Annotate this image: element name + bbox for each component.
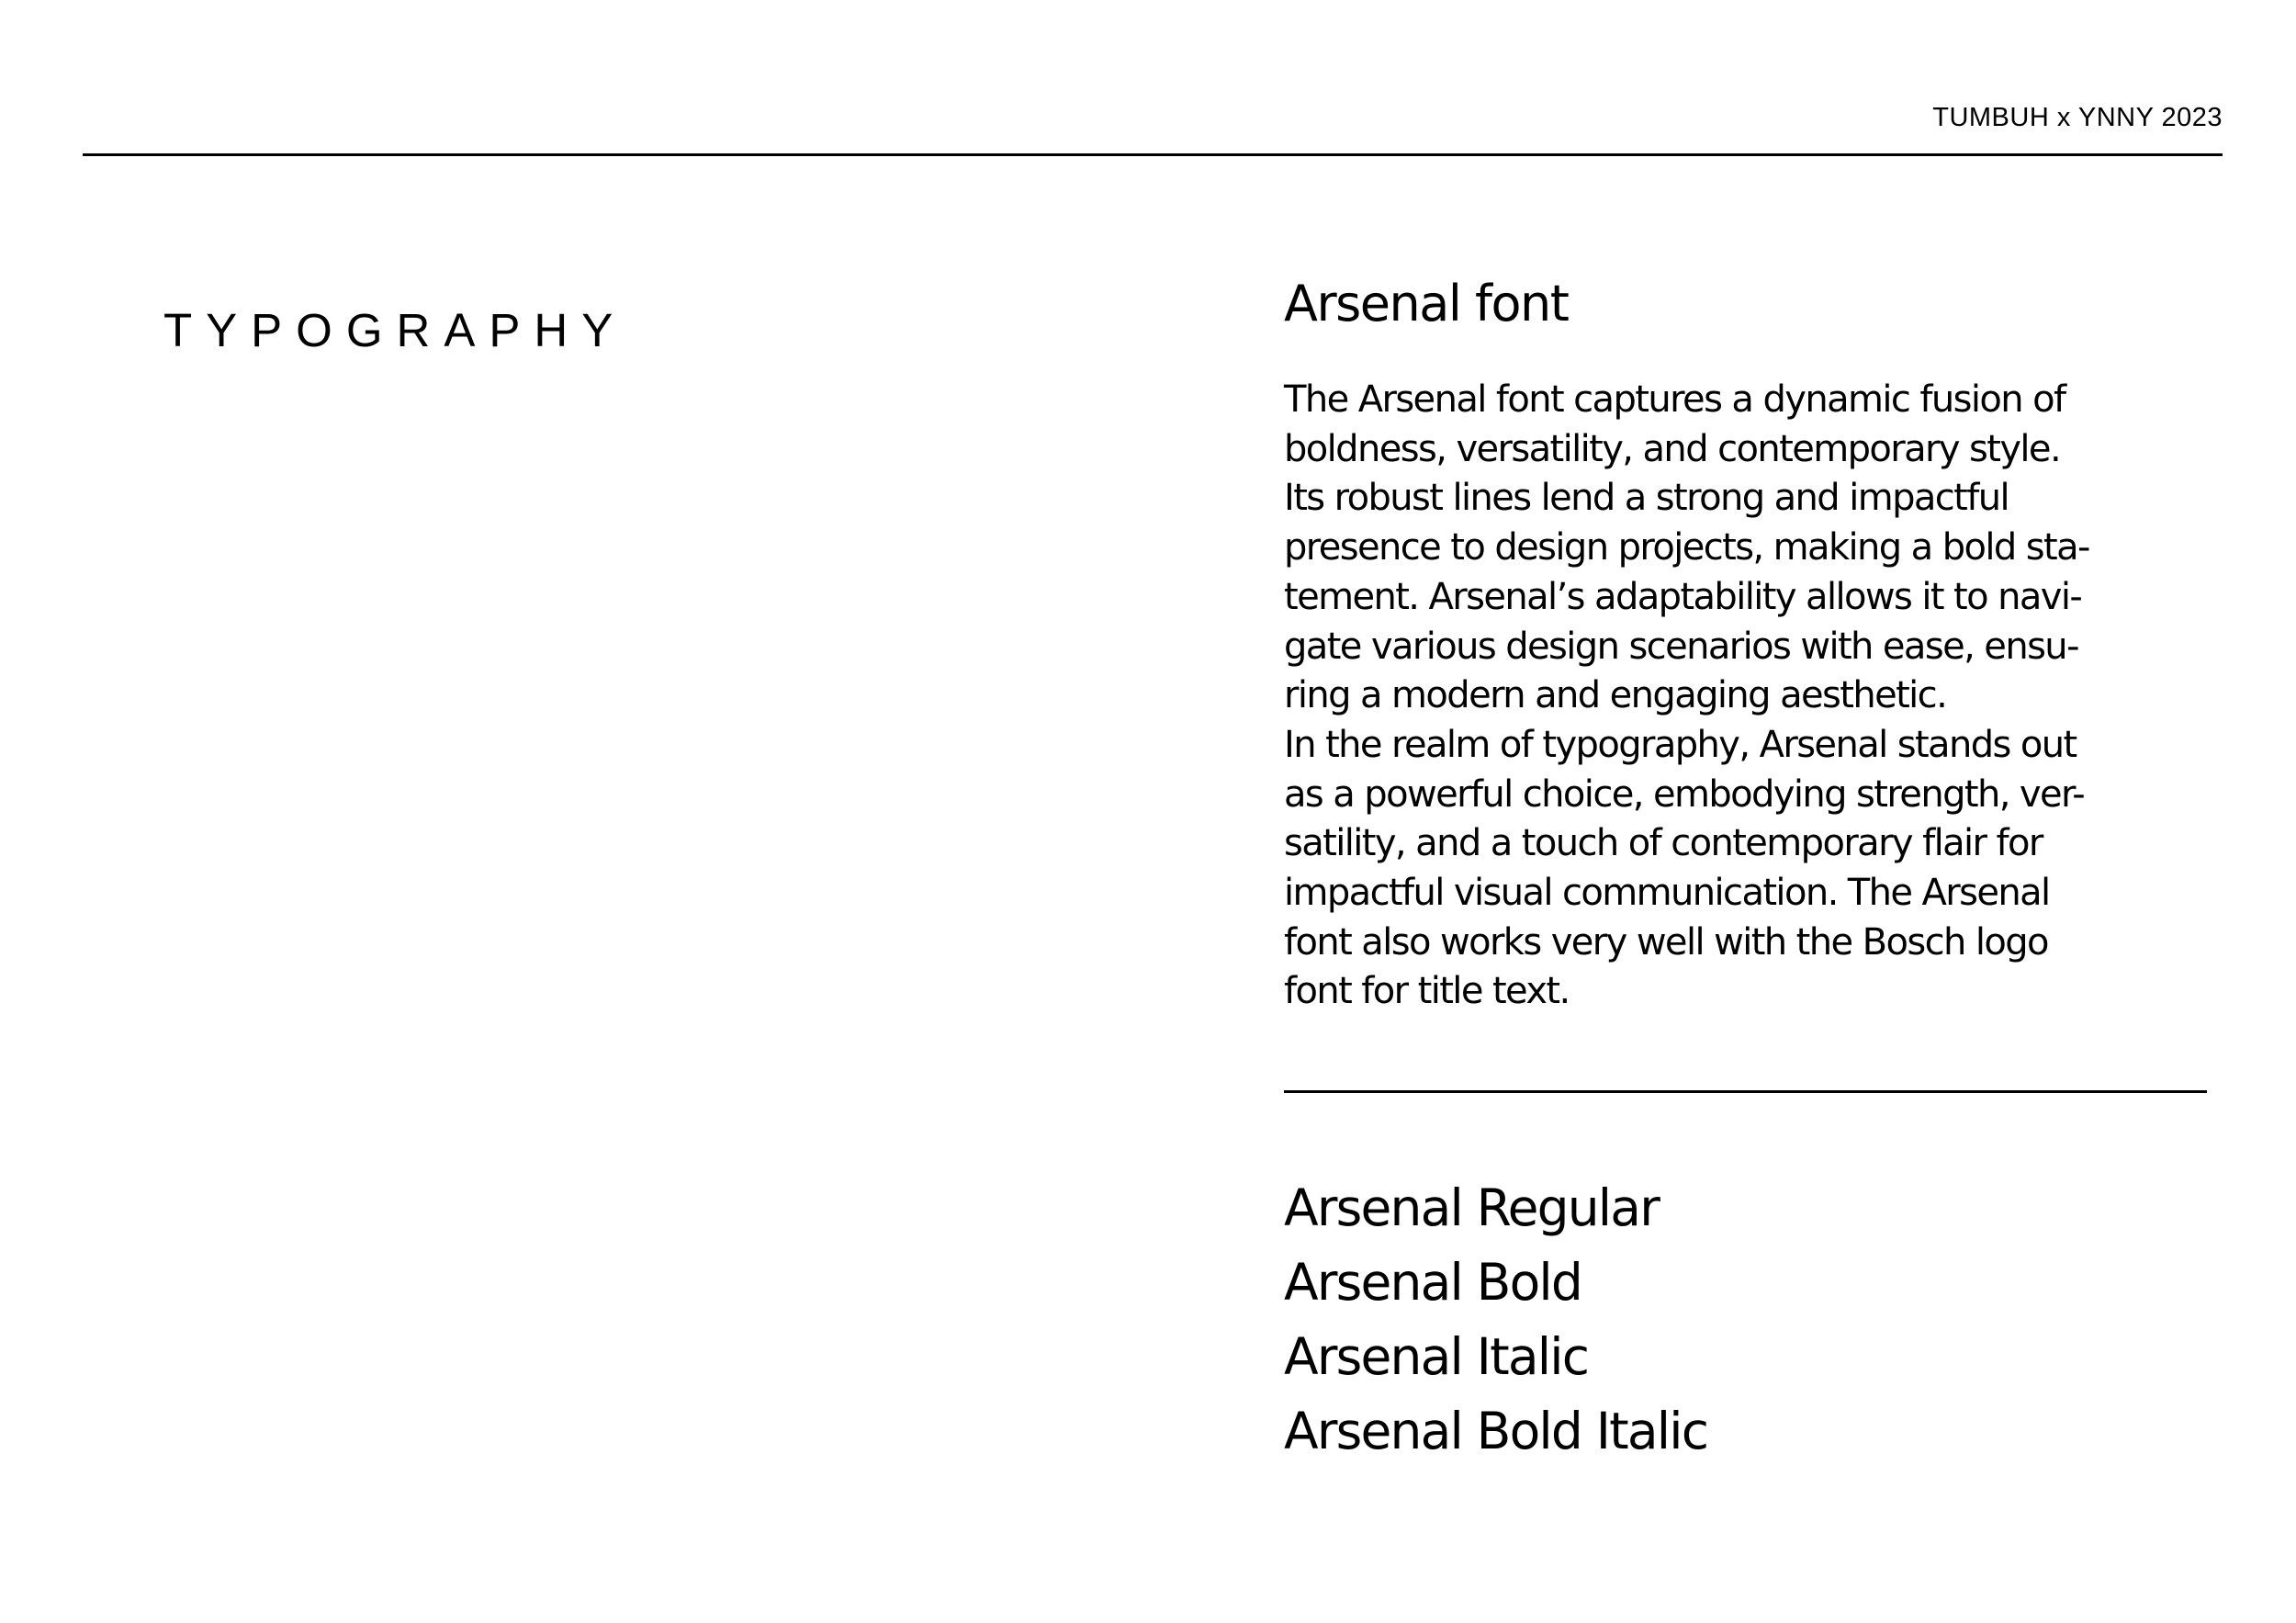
description-line: impactful visual communication. The Arsenal	[1284, 872, 2050, 915]
font-weight-regular: Arsenal Regular	[1284, 1178, 1660, 1237]
font-weight-italic: Arsenal Italic	[1284, 1327, 1589, 1386]
font-heading: Arsenal font	[1284, 275, 1569, 332]
font-weight-list	[1284, 1171, 1707, 1469]
description-line: gate various design scenarios with ease, ensu-	[1284, 625, 2078, 668]
header-divider	[83, 153, 2223, 156]
font-description	[1284, 376, 2110, 1017]
description-line: font also works very well with the Bosch logo	[1284, 920, 2048, 964]
description-line: Its robust lines lend a strong and impactful	[1284, 477, 2009, 520]
description-line: as a powerful choice, embodying strength, ver-	[1284, 772, 2085, 816]
section-title: TYPOGRAPHY	[163, 304, 627, 356]
description-line: font for title text.	[1284, 970, 1570, 1013]
section-divider	[1284, 1090, 2207, 1093]
description-line: ring a modern and engaging aesthetic.	[1284, 674, 1947, 717]
description-line: presence to design projects, making a bold sta-	[1284, 526, 2089, 569]
description-line: satility, and a touch of contemporary flair for	[1284, 822, 2043, 865]
description-line: tement. Arsenal’s adaptability allows it to navi-	[1284, 575, 2082, 618]
description-line: In the realm of typography, Arsenal stands out	[1284, 723, 2077, 766]
font-weight-bold: Arsenal Bold	[1284, 1253, 1582, 1312]
description-line: boldness, versatility, and contemporary style.	[1284, 427, 2061, 470]
document-header-label: TUMBUH x YNNY 2023	[1932, 103, 2223, 132]
font-weight-bold-italic: Arsenal Bold Italic	[1284, 1402, 1708, 1460]
description-line: The Arsenal font captures a dynamic fusion of	[1284, 378, 2065, 421]
